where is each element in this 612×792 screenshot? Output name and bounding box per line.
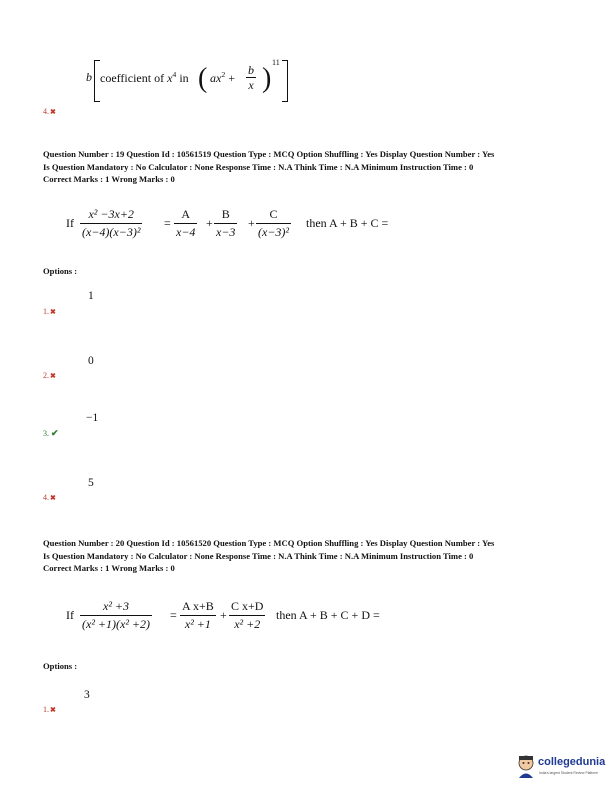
q20-plus1: + [220, 608, 227, 622]
q20-lhs-den: (x² +1)(x² +2) [82, 617, 151, 631]
q19-question-expression [66, 206, 426, 250]
q20-term2 [229, 598, 265, 633]
q20-eq: = [170, 608, 177, 622]
prev-expr-fraction [246, 63, 256, 92]
prev-expr-coefficient: coefficient of [100, 71, 165, 85]
q20-question-expression [66, 598, 426, 642]
q19-meta-line2: Is Question Mandatory : No Calculator : None Response Time : N.A Think Time : N.A Minimum Instruction Time : 0 [43, 161, 474, 172]
prev-expr-x-pow: 4 [172, 70, 177, 79]
q19-lhs-fraction [80, 206, 142, 241]
q20-if: If [66, 608, 74, 622]
q19-option-2-value: 0 [88, 355, 94, 367]
q19-options-label: Options : [43, 266, 78, 276]
q20-then: then A + B + C + D = [276, 608, 380, 622]
wrong-mark-icon: ✖ [50, 372, 56, 380]
q20-term1 [180, 598, 216, 633]
prev-expr-right-bracket [282, 60, 288, 102]
prev-expr-in: in [179, 71, 189, 85]
q19-eq: = [164, 216, 171, 230]
wrong-mark-icon: ✖ [50, 108, 56, 116]
prev-expr-b: b [86, 70, 92, 84]
q20-meta [43, 537, 494, 575]
q20-options-label: Options : [43, 661, 78, 671]
prev-expr-x: x [167, 71, 173, 85]
q19-option-1[interactable] [43, 307, 56, 316]
q19-option-2[interactable] [43, 371, 56, 380]
q19-option-2-index: 2. [43, 371, 49, 380]
wrong-mark-icon: ✖ [50, 706, 56, 714]
wrong-mark-icon: ✖ [50, 494, 56, 502]
q20-term2-den: x² +2 [229, 615, 265, 633]
collegedunia-logo [516, 752, 608, 782]
q19-term3 [256, 206, 291, 241]
q19-option-4[interactable] [43, 493, 56, 502]
q19-term1 [174, 206, 197, 241]
prev-expr-frac-num: b [248, 63, 254, 77]
q19-term2-den: x−3 [216, 225, 236, 239]
q19-term3-num: C [269, 207, 278, 221]
q20-option-1-index: 1. [43, 705, 49, 714]
q19-if: If [66, 216, 74, 230]
prev-expr-a-pow: 2 [221, 70, 226, 79]
prev-option-4-number [43, 107, 56, 116]
prev-expr-ax [210, 70, 235, 86]
q19-lhs-num: x² −3x+2 [88, 207, 134, 221]
q20-term1-den: x² +1 [180, 615, 216, 633]
q19-option-4-value: 5 [88, 477, 94, 489]
q19-option-3[interactable] [43, 428, 59, 439]
prev-expr-a: ax [210, 71, 222, 85]
q19-option-4-index: 4. [43, 493, 49, 502]
q19-term2 [214, 206, 237, 241]
q19-term1-num: A [181, 207, 191, 221]
q19-option-1-value: 1 [88, 290, 94, 302]
prev-expr-frac-den: x [246, 77, 256, 92]
q19-term2-num: B [221, 207, 230, 221]
q20-option-1[interactable] [43, 705, 56, 714]
prev-expr-right-paren: ) [262, 63, 272, 94]
q20-term2-num: C x+D [231, 599, 264, 613]
q20-meta-line1: Question Number : 20 Question Id : 10561520 Question Type : MCQ Option Shuffling : Yes Display Question Number : Yes [43, 538, 495, 548]
q20-meta-line2: Is Question Mandatory : No Calculator : None Response Time : N.A Think Time : N.A Minimum Instruction Time : 0 [43, 550, 474, 561]
correct-check-icon: ✔ [51, 428, 59, 438]
q19-plus2: + [248, 216, 255, 230]
q19-term1-den: x−4 [176, 225, 196, 239]
q19-plus1: + [206, 216, 213, 230]
prev-question-expression [86, 60, 286, 100]
q19-lhs-den: (x−4)(x−3)² [82, 225, 141, 239]
prev-option-4-index: 4. [43, 107, 49, 116]
q20-term1-num: A x+B [182, 599, 214, 613]
wrong-mark-icon: ✖ [50, 308, 56, 316]
q20-lhs-num: x² +3 [103, 599, 130, 613]
logo-tagline: India's largest Student Review Platform [539, 771, 599, 775]
q19-meta-line1: Question Number : 19 Question Id : 10561519 Question Type : MCQ Option Shuffling : Yes Display Question Number : Yes [43, 149, 495, 159]
q19-term3-den: (x−3)² [258, 225, 290, 239]
mascot-icon [516, 754, 536, 778]
prev-expr-left-paren: ( [198, 63, 208, 94]
q20-option-1-value: 3 [84, 689, 90, 701]
q19-option-1-index: 1. [43, 307, 49, 316]
q19-then: then A + B + C = [306, 216, 389, 230]
prev-expr-plus: + [228, 71, 236, 85]
q19-option-3-value: −1 [86, 412, 99, 424]
q20-meta-line3: Correct Marks : 1 Wrong Marks : 0 [43, 563, 175, 574]
logo-name: collegedunia [538, 756, 606, 768]
q19-meta [43, 148, 494, 186]
prev-expr-text [100, 70, 189, 86]
q20-lhs-fraction [80, 598, 152, 633]
q19-option-3-index: 3. [43, 429, 49, 438]
prev-expr-outer-pow: 11 [272, 58, 280, 67]
q19-meta-line3: Correct Marks : 1 Wrong Marks : 0 [43, 174, 175, 185]
